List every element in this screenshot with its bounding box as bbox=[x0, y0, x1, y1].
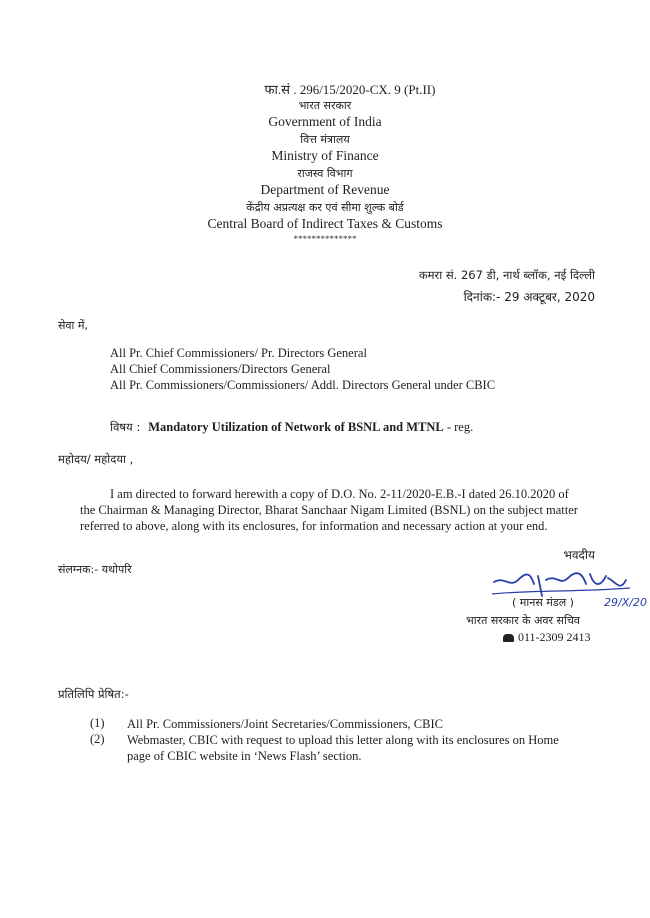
dept-hindi: राजस्व विभाग bbox=[297, 167, 353, 180]
subject-text: Mandatory Utilization of Network of BSNL and MTNL bbox=[148, 420, 444, 434]
body-line: the Chairman & Managing Director, Bharat Sanchaar Nigam Limited (BSNL) on the subject matter bbox=[80, 503, 578, 517]
copy-item-line: Webmaster, CBIC with request to upload this letter along with its enclosures on Home bbox=[127, 733, 559, 747]
copy-item-text bbox=[127, 716, 597, 732]
subject-suffix: - reg. bbox=[443, 420, 474, 434]
letter-date: दिनांक:- 29 अक्टूबर, 2020 bbox=[463, 290, 595, 304]
ministry-hindi: वित्त मंत्रालय bbox=[300, 133, 350, 146]
subject-line bbox=[110, 418, 473, 436]
board-hindi: केंद्रीय अप्रत्यक्ष कर एवं सीमा शुल्क बोर्ड bbox=[246, 201, 404, 214]
file-number: फा.सं . 296/15/2020-CX. 9 (Pt.II) bbox=[264, 82, 436, 97]
signatory-designation: भारत सरकार के अवर सचिव bbox=[466, 614, 580, 627]
separator-stars: ************** bbox=[293, 234, 357, 244]
signatory-name: ( मानस मंडल ) bbox=[512, 596, 574, 609]
body-line: I am directed to forward herewith a copy of D.O. No. 2-11/2020-E.B.-I dated 26.10.2020 of bbox=[110, 487, 569, 501]
phone-icon bbox=[503, 634, 514, 642]
closing: भवदीय bbox=[563, 548, 595, 562]
room-address: कमरा सं. 267 डी, नार्थ ब्लॉक, नई दिल्ली bbox=[418, 268, 595, 282]
ministry-english: Ministry of Finance bbox=[271, 148, 379, 163]
phone-number: 011-2309 2413 bbox=[518, 630, 591, 644]
salutation: महोदय/ महोदया , bbox=[58, 452, 134, 466]
phone-line bbox=[503, 630, 591, 645]
copy-item-number: (2) bbox=[90, 732, 105, 746]
body-paragraph bbox=[80, 486, 600, 534]
subject-label: विषय : bbox=[110, 420, 141, 434]
enclosure-note: संलग्नक:- यथोपरि bbox=[58, 563, 132, 576]
recipient-line: All Pr. Chief Commissioners/ Pr. Directors General bbox=[110, 346, 367, 360]
gov-hindi: भारत सरकार bbox=[298, 99, 352, 112]
signature-date-mark: 29/X/20 bbox=[604, 596, 647, 609]
copy-item-number: (1) bbox=[90, 716, 105, 730]
to-label: सेवा में, bbox=[58, 319, 88, 332]
board-english: Central Board of Indirect Taxes & Customs bbox=[207, 216, 443, 231]
body-line: referred to above, along with its enclosures, for information and necessary action at your end. bbox=[80, 519, 548, 533]
gov-english: Government of India bbox=[268, 114, 382, 129]
copy-item-text bbox=[127, 732, 597, 764]
dept-english: Department of Revenue bbox=[260, 182, 390, 197]
copy-item-line: All Pr. Commissioners/Joint Secretaries/Commissioners, CBIC bbox=[127, 717, 443, 731]
recipient-line: All Chief Commissioners/Directors General bbox=[110, 362, 331, 376]
copy-label: प्रतिलिपि प्रेषित:- bbox=[58, 687, 129, 701]
recipient-line: All Pr. Commissioners/Commissioners/ Addl. Directors General under CBIC bbox=[110, 378, 496, 392]
copy-item-line: page of CBIC website in ‘News Flash’ section. bbox=[127, 749, 362, 763]
